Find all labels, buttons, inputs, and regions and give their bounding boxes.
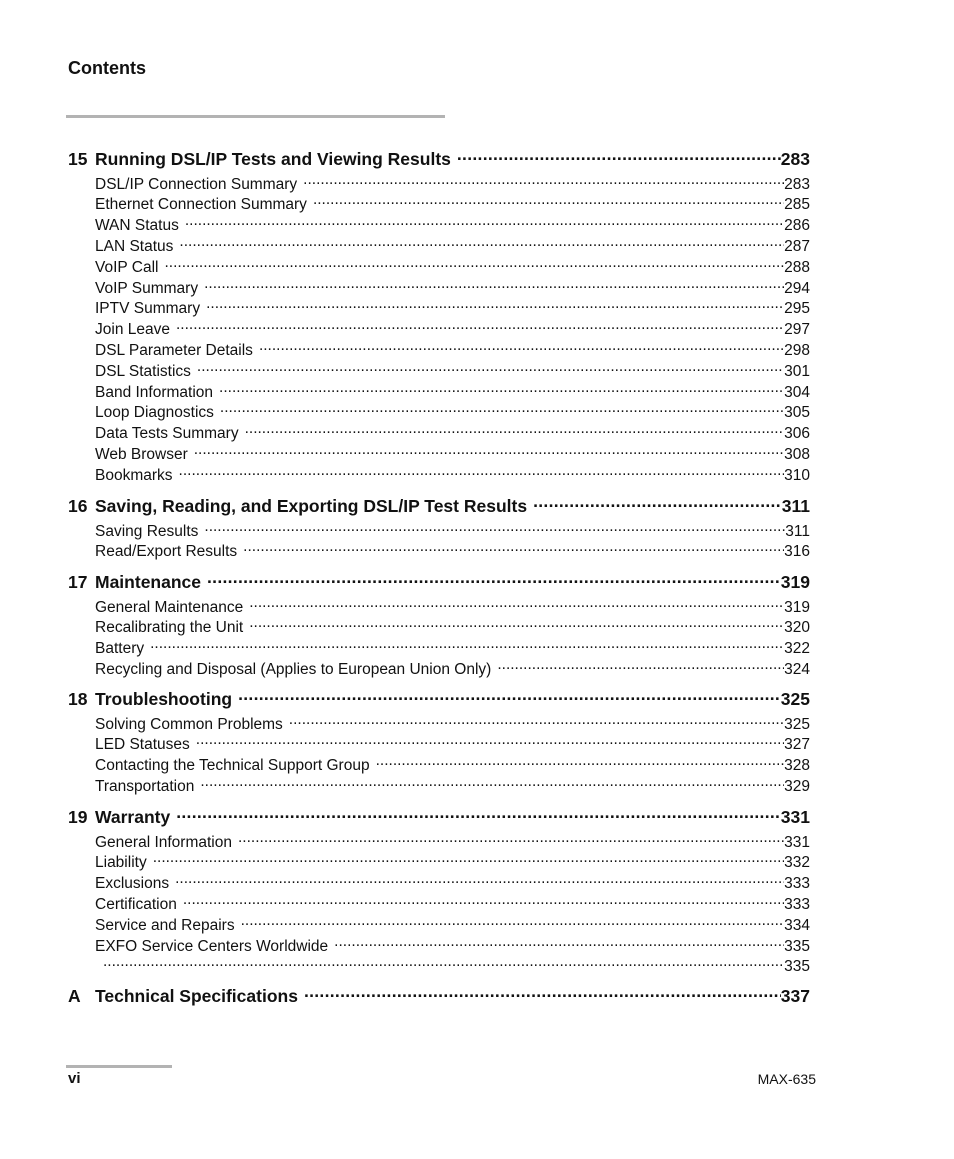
chapter-page-number: 325 xyxy=(780,688,810,709)
entry-page-number: 333 xyxy=(784,875,810,893)
toc-chapter[interactable] xyxy=(68,147,810,171)
dot-leader xyxy=(204,520,785,536)
dot-leader xyxy=(238,687,781,705)
entry-page-number: 305 xyxy=(784,404,810,422)
toc-entry[interactable] xyxy=(95,520,810,540)
toc-chapter[interactable] xyxy=(68,687,810,711)
entry-page-number: 301 xyxy=(784,362,810,380)
entry-page-number: 334 xyxy=(784,916,810,934)
entry-title: DSL Statistics xyxy=(95,362,191,380)
entry-title: Read/Export Results xyxy=(95,543,238,561)
entry-title: Bookmarks xyxy=(95,466,173,484)
entry-page-number: 333 xyxy=(784,895,810,913)
chapter-title: Saving, Reading, and Exporting DSL/IP Test Results xyxy=(95,495,528,516)
dot-leader xyxy=(334,935,784,951)
entry-title: Data Tests Summary xyxy=(95,425,239,443)
chapter-title: Troubleshooting xyxy=(95,688,233,709)
toc-entry[interactable] xyxy=(95,423,810,443)
entry-title: Exclusions xyxy=(95,875,170,893)
toc-entry[interactable] xyxy=(95,734,810,754)
toc-entry[interactable] xyxy=(95,339,810,359)
toc-entry[interactable] xyxy=(95,914,810,934)
dot-leader xyxy=(249,617,784,633)
chapter-title: Running DSL/IP Tests and Viewing Results xyxy=(95,148,451,169)
entry-page-number: 287 xyxy=(784,237,810,255)
toc-entry[interactable] xyxy=(95,194,810,214)
toc-entry[interactable] xyxy=(95,831,810,851)
toc-entry[interactable] xyxy=(95,381,810,401)
dot-leader xyxy=(175,873,784,889)
dot-leader xyxy=(243,541,784,557)
entry-title: VoIP Summary xyxy=(95,279,199,297)
toc-entry[interactable] xyxy=(95,617,810,637)
entry-title: EXFO Service Centers Worldwide xyxy=(95,937,329,955)
toc-entry[interactable] xyxy=(95,277,810,297)
entry-page-number: 335 xyxy=(784,937,810,955)
toc-entry[interactable] xyxy=(95,638,810,658)
entry-page-number: 322 xyxy=(784,640,810,658)
toc-entry[interactable] xyxy=(95,935,810,955)
dot-leader xyxy=(194,443,784,459)
dot-leader xyxy=(103,956,784,972)
entry-page-number: 298 xyxy=(784,341,810,359)
dot-leader xyxy=(457,147,781,165)
entry-page-number: 328 xyxy=(784,757,810,775)
dot-leader xyxy=(238,831,784,847)
dot-leader xyxy=(179,464,785,480)
entry-title: Solving Common Problems xyxy=(95,715,283,733)
entry-page-number: 325 xyxy=(784,715,810,733)
entry-title: Join Leave xyxy=(95,321,170,339)
chapter-number: 16 xyxy=(68,495,88,516)
dot-leader xyxy=(207,570,781,588)
chapter-number: 17 xyxy=(68,571,88,592)
toc-entry[interactable] xyxy=(95,464,810,484)
entry-title: DSL/IP Connection Summary xyxy=(95,175,298,193)
dot-leader xyxy=(176,805,781,823)
footer-product-name: MAX-635 xyxy=(757,1071,816,1087)
dot-leader xyxy=(249,596,784,612)
footer-page-number: vi xyxy=(68,1070,81,1087)
dot-leader xyxy=(289,713,784,729)
chapter-title: Warranty xyxy=(95,806,171,827)
toc-entry[interactable] xyxy=(95,402,810,422)
dot-leader xyxy=(164,256,784,272)
toc-entry[interactable] xyxy=(95,235,810,255)
header-divider xyxy=(66,115,445,118)
dot-leader xyxy=(241,914,785,930)
entry-page-number: 335 xyxy=(784,958,810,976)
entry-title: LED Statuses xyxy=(95,736,190,754)
dot-leader xyxy=(150,638,784,654)
page-header-title: Contents xyxy=(68,58,146,78)
entry-page-number: 324 xyxy=(784,660,810,678)
entry-page-number: 310 xyxy=(784,466,810,484)
entry-page-number: 295 xyxy=(784,300,810,318)
chapter-title: Maintenance xyxy=(95,571,201,592)
entry-title: Contacting the Technical Support Group xyxy=(95,757,370,775)
dot-leader xyxy=(533,494,782,512)
chapter-page-number: 337 xyxy=(780,985,810,1006)
dot-leader xyxy=(197,360,784,376)
entry-page-number: 329 xyxy=(784,777,810,795)
dot-leader xyxy=(179,235,784,251)
entry-page-number: 319 xyxy=(784,598,810,616)
toc-entry[interactable] xyxy=(95,873,810,893)
chapter-number: 15 xyxy=(68,148,88,169)
entry-title: Saving Results xyxy=(95,522,199,540)
dot-leader xyxy=(185,215,784,231)
toc-entry[interactable] xyxy=(95,658,810,678)
entry-title: Loop Diagnostics xyxy=(95,404,214,422)
toc-entry[interactable] xyxy=(95,893,810,913)
entry-title: Transportation xyxy=(95,777,195,795)
entry-page-number: 297 xyxy=(784,321,810,339)
entry-title: DSL Parameter Details xyxy=(95,341,253,359)
entry-title: Ethernet Connection Summary xyxy=(95,196,307,214)
dot-leader xyxy=(219,381,784,397)
chapter-number: 19 xyxy=(68,806,88,827)
entry-title: Recalibrating the Unit xyxy=(95,619,244,637)
toc-chapter[interactable] xyxy=(68,570,810,594)
entry-page-number: 286 xyxy=(784,217,810,235)
toc-entry[interactable] xyxy=(95,173,810,193)
toc-chapter[interactable] xyxy=(68,494,810,518)
entry-title: Recycling and Disposal (Applies to European Union Only) xyxy=(95,660,492,678)
entry-title: Battery xyxy=(95,640,145,658)
chapter-page-number: 283 xyxy=(780,148,810,169)
entry-page-number: 288 xyxy=(784,258,810,276)
toc-entry[interactable] xyxy=(95,298,810,318)
chapter-title: Technical Specifications xyxy=(95,985,298,1006)
entry-title: Band Information xyxy=(95,383,214,401)
dot-leader xyxy=(220,402,784,418)
dot-leader xyxy=(303,173,784,189)
dot-leader xyxy=(176,319,784,335)
toc-entry[interactable] xyxy=(95,256,810,276)
toc-entry[interactable] xyxy=(95,443,810,463)
toc-entry[interactable] xyxy=(95,319,810,339)
entry-title: Certification xyxy=(95,895,177,913)
toc-entry[interactable] xyxy=(95,956,810,976)
entry-page-number: 306 xyxy=(784,425,810,443)
entry-page-number: 283 xyxy=(784,175,810,193)
entry-page-number: 285 xyxy=(784,196,810,214)
dot-leader xyxy=(304,984,781,1002)
dot-leader xyxy=(313,194,784,210)
toc-chapter[interactable] xyxy=(68,984,810,1008)
entry-page-number: 304 xyxy=(784,383,810,401)
entry-page-number: 331 xyxy=(784,833,810,851)
toc-chapter[interactable] xyxy=(68,805,810,829)
toc-entry[interactable] xyxy=(95,215,810,235)
entry-title: VoIP Call xyxy=(95,258,159,276)
entry-title: LAN Status xyxy=(95,237,174,255)
dot-leader xyxy=(204,277,784,293)
toc-entry[interactable] xyxy=(95,360,810,380)
dot-leader xyxy=(153,852,784,868)
entry-title: General Maintenance xyxy=(95,598,244,616)
entry-page-number: 320 xyxy=(784,619,810,637)
chapter-number: A xyxy=(68,985,81,1006)
footer-divider xyxy=(66,1065,172,1068)
dot-leader xyxy=(200,775,784,791)
dot-leader xyxy=(183,893,784,909)
entry-page-number: 311 xyxy=(785,522,810,540)
entry-title: IPTV Summary xyxy=(95,300,201,318)
entry-page-number: 308 xyxy=(784,445,810,463)
entry-page-number: 294 xyxy=(784,279,810,297)
entry-title: Service and Repairs xyxy=(95,916,235,934)
entry-title: WAN Status xyxy=(95,217,179,235)
dot-leader xyxy=(259,339,784,355)
chapter-page-number: 319 xyxy=(780,571,810,592)
chapter-page-number: 331 xyxy=(780,806,810,827)
dot-leader xyxy=(376,755,785,771)
entry-title: Web Browser xyxy=(95,445,188,463)
entry-page-number: 332 xyxy=(784,854,810,872)
chapter-number: 18 xyxy=(68,688,88,709)
toc-entry[interactable] xyxy=(95,713,810,733)
dot-leader xyxy=(245,423,785,439)
dot-leader xyxy=(206,298,784,314)
dot-leader xyxy=(497,658,784,674)
toc-entry[interactable] xyxy=(95,852,810,872)
entry-title: General Information xyxy=(95,833,232,851)
entry-page-number: 316 xyxy=(784,543,810,561)
toc-entry[interactable] xyxy=(95,541,810,561)
entry-title: Liability xyxy=(95,854,147,872)
toc-entry[interactable] xyxy=(95,775,810,795)
toc-entry[interactable] xyxy=(95,596,810,616)
toc-entry[interactable] xyxy=(95,755,810,775)
dot-leader xyxy=(196,734,784,750)
entry-page-number: 327 xyxy=(784,736,810,754)
chapter-page-number: 311 xyxy=(781,495,810,516)
